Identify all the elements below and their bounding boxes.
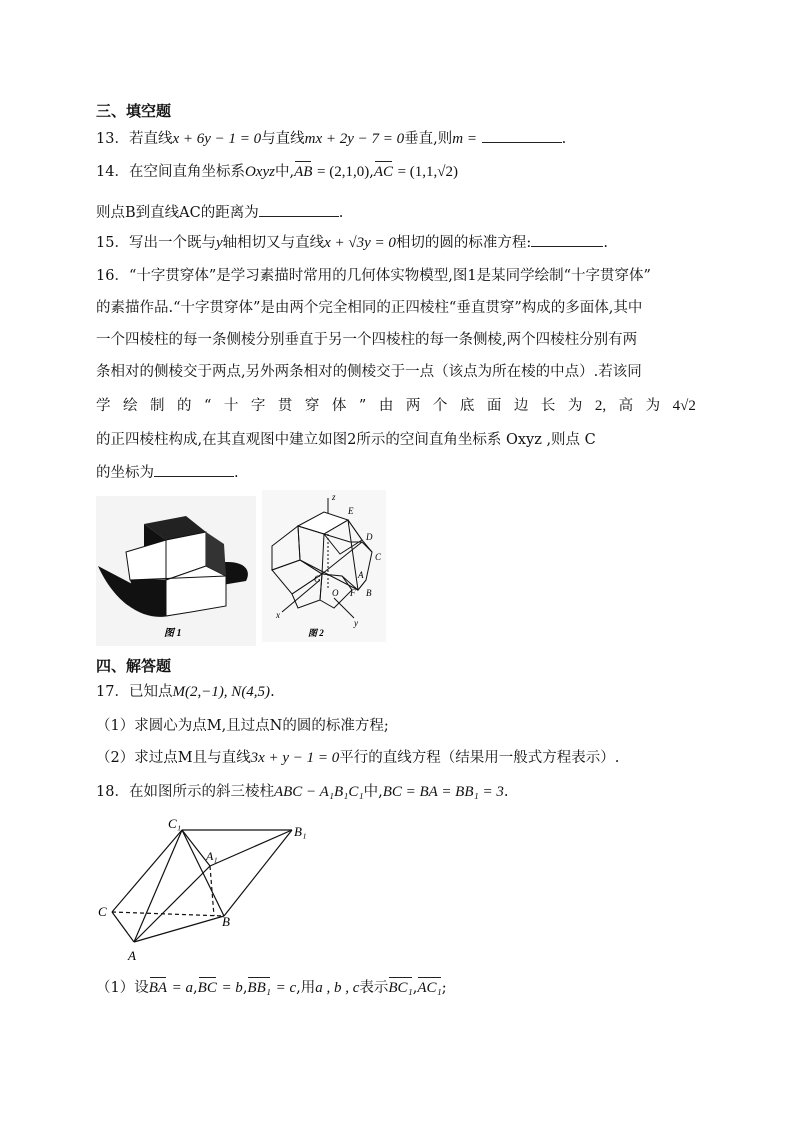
q16-char: 2, bbox=[594, 398, 607, 414]
q16-char: 个 bbox=[432, 398, 448, 414]
q18-part1-mid2: 表示 bbox=[359, 980, 389, 996]
q13-text-mid: 与直线 bbox=[261, 131, 305, 147]
q17-number: 17． bbox=[96, 684, 129, 700]
q16-line-3: 一个四棱柱的每一条侧棱分别垂直于另一个四棱柱的每一条侧棱,两个四棱柱分别有两 bbox=[96, 332, 638, 348]
q17-part2-pre: （2）求过点M且与直线 bbox=[96, 750, 251, 766]
q16-char: 穿 bbox=[304, 398, 320, 414]
q14-end: . bbox=[338, 205, 344, 221]
q16-char: 绘 bbox=[123, 398, 138, 414]
q16-line-2: 的素描作品.“十字贯穿体”是由两个完全相同的正四棱柱“垂直贯穿”构成的多面体,其中 bbox=[96, 300, 643, 316]
vector-bb1: BB₁ bbox=[247, 980, 271, 996]
q16-line-6: 的正四棱柱构成,在其直观图中建立如图2所示的空间直角坐标系 Oxyz ,则点 C bbox=[96, 432, 596, 448]
q18-part1-end: ; bbox=[441, 980, 447, 996]
q14-prompt: 则点B到直线AC的距离为 bbox=[96, 205, 259, 221]
vector-bc1: BC₁ bbox=[388, 980, 413, 996]
q16-char: 贯 bbox=[277, 398, 293, 414]
q16-char: 的 bbox=[177, 398, 192, 414]
q18-basis: a , b , c bbox=[315, 980, 360, 996]
q18-part1-pre: （1）设 bbox=[96, 980, 149, 996]
q16-char: 学 bbox=[96, 398, 111, 414]
vector-ba: BA bbox=[148, 980, 168, 996]
q16-char: 为 bbox=[567, 398, 583, 414]
q14-text-mid: 中, bbox=[274, 164, 295, 180]
answer-blank-q13[interactable] bbox=[482, 128, 562, 143]
label-x: x bbox=[276, 610, 280, 620]
q17-part-2 bbox=[96, 748, 619, 768]
figure-prism-drawing bbox=[96, 816, 326, 964]
figure-1-drawing bbox=[96, 496, 256, 646]
label-z: z bbox=[332, 492, 336, 502]
q16-char: 边 bbox=[513, 398, 529, 414]
q16-char: 高 bbox=[618, 398, 634, 414]
q18-lengths: BC = BA = BB₁ = 3 bbox=[382, 784, 504, 800]
q14-text-pre: 在空间直角坐标系 bbox=[128, 164, 245, 180]
q13-variable: m = bbox=[452, 131, 477, 147]
q14-vector-ac: AC bbox=[373, 164, 393, 180]
vector-bb1-eq: = c bbox=[275, 980, 297, 996]
q16-end: . bbox=[234, 465, 239, 481]
q16-char: “ bbox=[204, 398, 212, 414]
q15-axis-y: y bbox=[215, 235, 223, 251]
q13-line-equation-2: mx + 2y − 7 = 0 bbox=[304, 131, 405, 147]
q16-char: 底 bbox=[459, 398, 475, 414]
q16-line-1: 16．“十字贯穿体”是学习素描时常用的几何体实物模型,图1是某同学绘制“十字贯穿体” bbox=[96, 268, 651, 284]
q14-vector-ac-value: = (1,1,√2) bbox=[397, 164, 459, 180]
q18-text-mid: 中, bbox=[363, 784, 383, 800]
q14-separator: , bbox=[369, 164, 374, 180]
vector-ba-eq: = a bbox=[171, 980, 194, 996]
label-y: y bbox=[354, 618, 358, 628]
figure-2-caption: 图 2 bbox=[308, 628, 324, 638]
vector-bc: BC bbox=[197, 980, 217, 996]
label-c: C bbox=[375, 552, 382, 562]
section-title-fill-in: 三、填空题 bbox=[96, 102, 172, 120]
question-14-line2 bbox=[96, 202, 343, 223]
q17-part-1: （1）求圆心为点M,且过点N的圆的标准方程; bbox=[96, 718, 389, 734]
label-a1: A₁ bbox=[206, 849, 218, 863]
answer-blank-q16[interactable] bbox=[154, 462, 234, 477]
q14-number: 14． bbox=[96, 164, 129, 180]
q14-vector-ab: AB bbox=[294, 164, 313, 180]
q16-char: 制 bbox=[150, 398, 165, 414]
q17-text-pre: 已知点 bbox=[128, 684, 173, 700]
q13-text-post: 垂直,则 bbox=[404, 131, 453, 147]
label-e: E bbox=[348, 506, 354, 516]
q16-prompt: 的坐标为 bbox=[96, 465, 154, 481]
q16-char: 由 bbox=[378, 398, 394, 414]
q18-number: 18． bbox=[96, 784, 129, 800]
question-14 bbox=[96, 162, 458, 182]
q15-text-pre: 写出一个既与 bbox=[128, 235, 216, 251]
label-o: O bbox=[332, 588, 339, 598]
q16-line-5 bbox=[96, 396, 696, 416]
figure-prism bbox=[96, 816, 326, 964]
q14-vector-ab-value: = (2,1,0) bbox=[317, 164, 370, 180]
figure-2-drawing bbox=[262, 490, 386, 642]
q14-coordinate-system: Oxyz bbox=[244, 164, 275, 180]
q15-line-equation: x + √3y = 0 bbox=[324, 235, 396, 251]
q17-part2-post: 平行的直线方程（结果用一般式方程表示）. bbox=[339, 750, 620, 766]
figure-1 bbox=[96, 496, 256, 646]
question-18 bbox=[96, 782, 508, 802]
label-d: D bbox=[366, 532, 373, 542]
q16-height-value: 4√2 bbox=[672, 398, 696, 414]
q17-points: M(2,−1), N(4,5) bbox=[172, 684, 271, 700]
q16-line-4: 条相对的侧棱交于两点,另外两条相对的侧棱交于一点（该点为所在棱的中点）.若该同 bbox=[96, 364, 642, 380]
answer-blank-q15[interactable] bbox=[531, 232, 603, 247]
q16-char: 体 bbox=[331, 398, 347, 414]
question-15 bbox=[96, 232, 608, 253]
label-b1: B₁ bbox=[294, 824, 307, 839]
vector-bc-eq: = b bbox=[221, 980, 243, 996]
q17-end: . bbox=[270, 684, 275, 700]
q16-char: 为 bbox=[645, 398, 661, 414]
q16-char: 两 bbox=[405, 398, 421, 414]
q16-char: 十 bbox=[223, 398, 239, 414]
label-b: B bbox=[222, 914, 230, 929]
q15-text-post: 相切的圆的标准方程: bbox=[395, 235, 532, 251]
q15-end: . bbox=[603, 235, 608, 251]
q18-part-1: （1）设BA = a,BC = b,BB₁ = c,用a , b , c表示BC₁,AC₁; bbox=[96, 980, 447, 996]
q13-text-pre: 若直线 bbox=[128, 131, 173, 147]
q18-part1-mid: ,用 bbox=[296, 980, 316, 996]
label-c1: C₁ bbox=[168, 816, 182, 831]
q13-end: . bbox=[561, 131, 567, 147]
q13-number: 13． bbox=[96, 131, 129, 147]
figure-2 bbox=[262, 490, 386, 642]
q16-char: 字 bbox=[250, 398, 266, 414]
label-f: F bbox=[350, 588, 356, 598]
q16-line-7 bbox=[96, 462, 239, 483]
label-a: A bbox=[358, 570, 364, 580]
label-c: C bbox=[98, 904, 107, 919]
q16-char: 长 bbox=[540, 398, 556, 414]
section-title-solutions: 四、解答题 bbox=[96, 657, 172, 675]
q18-text-pre: 在如图所示的斜三棱柱 bbox=[128, 784, 274, 800]
label-b: B bbox=[366, 588, 372, 598]
q15-number: 15． bbox=[96, 235, 129, 251]
q18-end: . bbox=[503, 784, 509, 800]
answer-blank-q14[interactable] bbox=[259, 202, 339, 217]
q15-text-mid: 轴相切又与直线 bbox=[222, 235, 325, 251]
label-a: A bbox=[128, 948, 136, 963]
q17-part2-equation: 3x + y − 1 = 0 bbox=[250, 750, 340, 766]
question-17 bbox=[96, 682, 275, 702]
question-13 bbox=[96, 128, 566, 149]
label-g: G bbox=[314, 574, 321, 584]
q16-char: ” bbox=[358, 398, 367, 414]
q18-prism: ABC − A₁B₁C₁ bbox=[273, 784, 364, 800]
q16-char: 面 bbox=[486, 398, 502, 414]
figure-1-caption: 图 1 bbox=[164, 628, 182, 639]
vector-ac1: AC₁ bbox=[417, 980, 442, 996]
q13-line-equation-1: x + 6y − 1 = 0 bbox=[172, 131, 262, 147]
